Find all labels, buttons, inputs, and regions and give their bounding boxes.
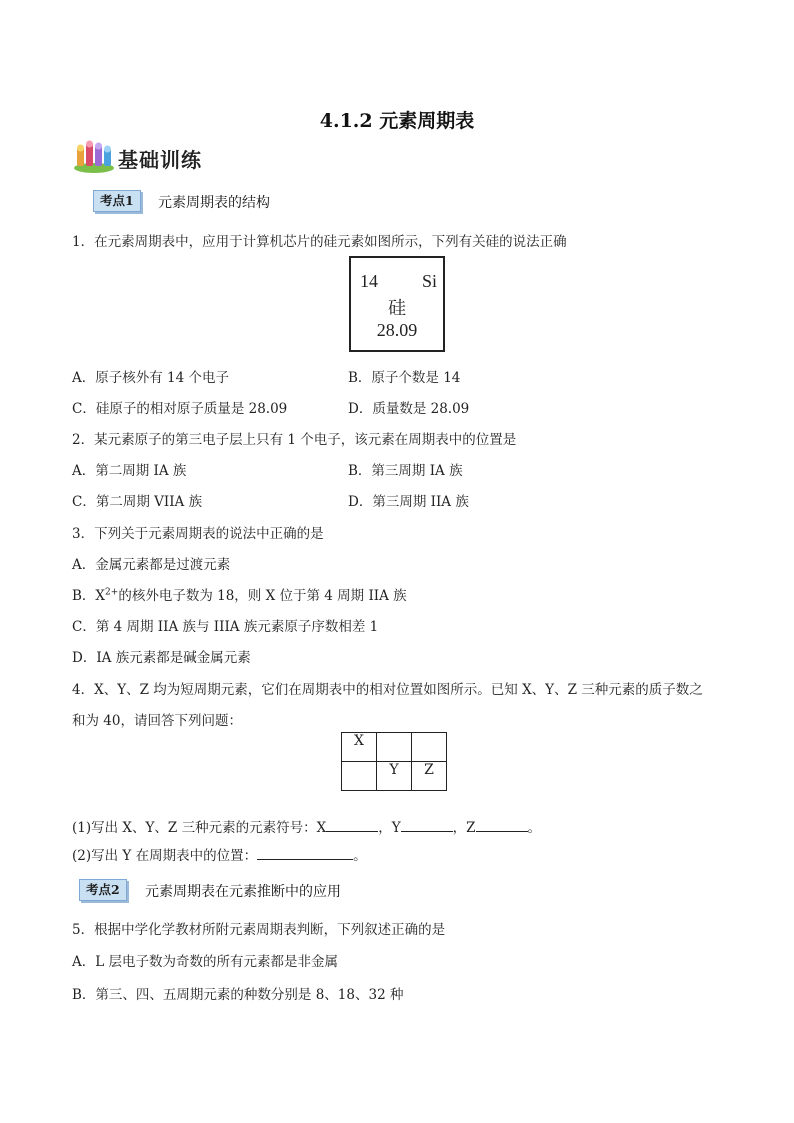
grid-cell-z: Z <box>412 762 447 791</box>
answer-blank-z[interactable] <box>476 819 528 832</box>
q5-stem: 5．根据中学化学教材所附元素周期表判断，下列叙述正确的是 <box>72 922 446 938</box>
basic-training-banner <box>72 140 242 174</box>
q2-option-d: D．第三周期 IIA 族 <box>348 494 469 510</box>
q1-stem: 1．在元素周期表中，应用于计算机芯片的硅元素如图所示，下列有关硅的说法正确 <box>72 234 567 250</box>
q3-stem: 3．下列关于元素周期表的说法中正确的是 <box>72 526 324 542</box>
q3-option-b-prefix: B．X <box>72 588 106 604</box>
grid-cell-y: Y <box>377 762 412 791</box>
element-name: 硅 <box>388 298 406 318</box>
q3-option-d: D．IA 族元素都是碱金属元素 <box>72 650 251 666</box>
element-symbol: Si <box>421 271 437 291</box>
q4-sub2-end: 。 <box>353 848 367 864</box>
q1-option-d: D．质量数是 28.09 <box>348 401 470 417</box>
q2-option-b: B．第三周期 IA 族 <box>348 463 463 479</box>
q3-option-b-text: 的核外电子数为 18，则 X 位于第 4 周期 IIA 族 <box>118 588 407 604</box>
xyz-position-grid <box>341 732 447 791</box>
section-label-2: 元素周期表在元素推断中的应用 <box>145 884 341 900</box>
answer-blank-y[interactable] <box>401 819 453 832</box>
answer-blank-x[interactable] <box>326 819 378 832</box>
atomic-number: 14 <box>360 271 378 291</box>
q1-option-b: B．原子个数是 14 <box>348 370 461 386</box>
grid-cell-empty <box>342 762 377 791</box>
q2-stem: 2．某元素原子的第三电子层上只有 1 个电子，该元素在周期表中的位置是 <box>72 432 517 448</box>
atomic-mass: 28.09 <box>376 320 418 340</box>
q5-option-a: A．L 层电子数为奇数的所有元素都是非金属 <box>72 954 339 970</box>
section-badge-1: 考点1 <box>93 190 141 212</box>
q4-sub2-prefix: (2)写出 Y 在周期表中的位置： <box>72 848 258 864</box>
q4-sub1-z-label: ，Z <box>452 820 476 836</box>
section-label-1: 元素周期表的结构 <box>158 195 270 211</box>
q3-option-a: A．金属元素都是过渡元素 <box>72 557 231 573</box>
q4-sub2 <box>72 844 367 864</box>
crayons-icon <box>72 140 116 174</box>
page-title: 4.1.2 元素周期表 <box>319 110 475 132</box>
q4-sub1 <box>72 816 541 836</box>
q4-sub1-end: 。 <box>527 820 542 836</box>
grid-cell-empty <box>377 733 412 762</box>
q4-stem-line2: 和为 40，请回答下列问题： <box>72 713 242 729</box>
q4-sub1-y-label: ，Y <box>378 820 401 836</box>
banner-title: 基础训练 <box>118 148 202 172</box>
q2-option-c: C．第二周期 VIIA 族 <box>72 494 203 510</box>
grid-cell-empty <box>412 733 447 762</box>
q3-option-b-superscript: 2+ <box>105 587 119 598</box>
q2-option-a: A．第二周期 IA 族 <box>72 463 187 479</box>
answer-blank-position[interactable] <box>257 847 353 860</box>
q5-option-b: B．第三、四、五周期元素的种数分别是 8、18、32 种 <box>72 987 404 1003</box>
section-badge-2: 考点2 <box>79 879 127 901</box>
q4-sub1-prefix: (1)写出 X、Y、Z 三种元素的元素符号：X <box>72 820 327 836</box>
q3-option-b <box>72 584 407 604</box>
grid-cell-x: X <box>342 733 377 762</box>
q1-option-c: C．硅原子的相对原子质量是 28.09 <box>72 401 288 417</box>
silicon-element-card <box>349 256 445 352</box>
q3-option-c: C．第 4 周期 IIA 族与 IIIA 族元素原子序数相差 1 <box>72 619 379 635</box>
q4-stem-line1: 4．X、Y、Z 均为短周期元素，它们在周期表中的相对位置如图所示。已知 X、Y、Z 三种元素的质子数之 <box>72 682 703 698</box>
q1-option-a: A．原子核外有 14 个电子 <box>72 370 230 386</box>
